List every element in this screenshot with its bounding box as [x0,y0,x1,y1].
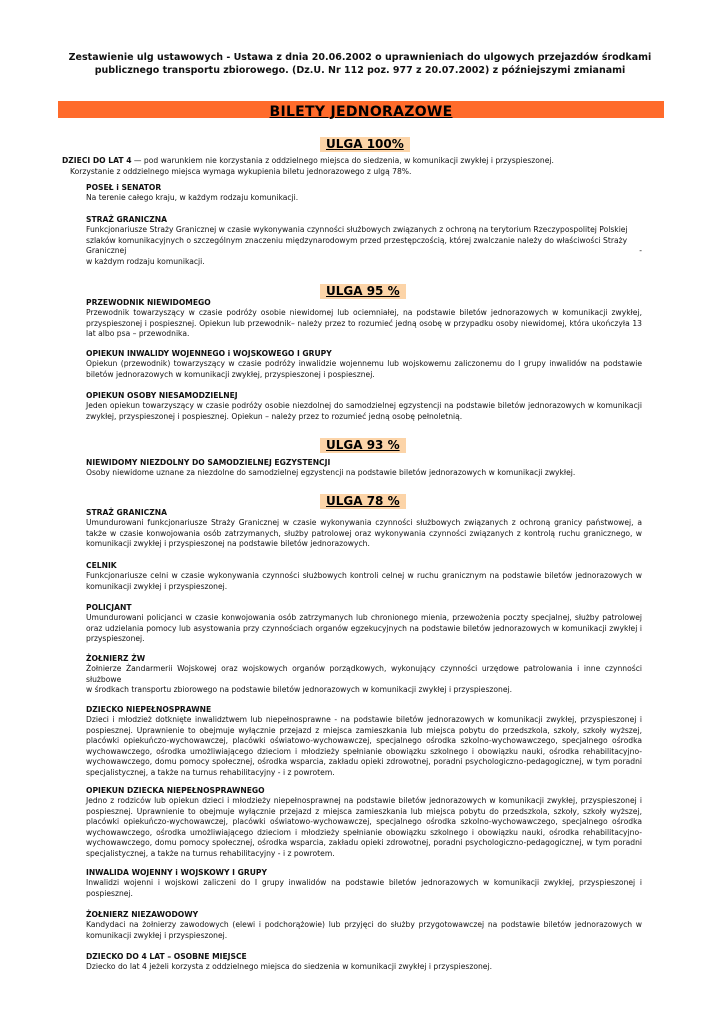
policjant-entry [86,602,642,645]
entry-title: OPIEKUN OSOBY NIESAMODZIELNEJ [86,391,238,400]
entry-text: Umundurowani funkcjonariusze Straży Granicznej w czasie wykonywania czynności służbowych związanych z ochroną granicy państwowej, a także w czasie konwojowania osób zatrzymanych, służby patrolowej oraz wykonywania czynności związanych z kontrolą ruchu granicznego, w komunikacji zwykłej i przyspieszonej na podstawie biletów jednorazowych. [86,518,642,548]
header-line-1: Zestawienie ulg ustawowych - Ustawa z dnia 20.06.2002 o uprawnieniach do ulgowych przejazdów środkami [68,52,652,63]
inwalida-wojenny-entry [86,867,642,899]
header-line-2: publicznego transportu zbiorowego. (Dz.U. Nr 112 poz. 977 z 20.07.2002) z późniejszymi zmianami [94,65,626,76]
entry-text: Przewodnik towarzyszący w czasie podróży osobie niewidomej lub ociemniałej, na podstawie biletów jednorazowych w komunikacji zwykłej, przyspieszonej i pospiesznej. Opiekun lub przewodnik– należy przez to rozumieć jedną osobę w przypadku osoby niewidomej, która ukończyła 13 lat albo psa – przewodnika. [86,308,642,338]
entry-text: Dzieci i młodzież dotknięte inwalidztwem lub niepełnosprawne - na podstawie biletów jednorazowych w komunikacji zwykłej, przyspieszonej i pospiesznej. Uprawnienie to obejmuje wyłącznie przejazd z miejsca zamieszkania lub miejsca pobytu do przedszkola, szkoły, szkoły wyższej, placówki opiekuńczo-wychowawczej, placówki oświatowo-wychowawczej, specjalnego ośrodka szkolno-wychowawczego, specjalnego ośrodka wychowawczego, ośrodka umożliwiającego dzieciom i młodzieży spełnianie obowiązku szkolnego i obowiązku nauki, ośrodka rehabilitacyjno-wychowawczego, domu pomocy społecznej, ośrodka wsparcia, zakładu opieki zdrowotnej, poradni psychologiczno-pedagogicznej, w tym poradni specjalistycznej, a także na turnus rehabilitacyjny - i z powrotem. [86,715,642,777]
entry-title: DZIECKO NIEPEŁNOSPRAWNE [86,705,212,714]
dzieci-text-2: Korzystanie z oddzielnego miejsca wymaga wykupienia biletu jednorazowego z ulgą 78%. [70,166,412,176]
document-header [60,51,660,77]
dzieci-text: — pod warunkiem nie korzystania z oddzielnego miejsca do siedzenia, w komunikacji zwykłej i przyspieszonej. [131,156,554,165]
entry-text: Umundurowani policjanci w czasie konwojowania osób zatrzymanych lub chronionego mienia, przewożenia poczty specjalnej, służby patrolowej oraz udzielania pomocy lub asystowania przy czynnościach organów egzekucyjnych na podstawie biletów jednorazowych w komunikacji zwykłej i przyspieszonej. [86,613,642,643]
entry-title: INWALIDA WOJENNY i WOJSKOWY I GRUPY [86,868,267,877]
straz-graniczna-100-entry [86,214,642,267]
celnik-entry [86,560,642,592]
entry-text: Jeden opiekun towarzyszący w czasie podróży osobie niezdolnej do samodzielnej egzystencji na podstawie biletów jednorazowych w komunikacji zwykłej, przyspieszonej i pospiesznej. Opiekun – należy przez to rozumieć jedną osobę pełnoletnią. [86,401,642,421]
dziecko-niepelnosprawne-entry [86,704,642,778]
entry-text: Na terenie całego kraju, w każdym rodzaju komunikacji. [86,193,299,202]
entry-text: Dziecko do lat 4 jeżeli korzysta z oddzielnego miejsca do siedzenia w komunikacji zwykłej i przyspieszonej. [86,962,493,971]
entry-title: CELNIK [86,561,117,570]
entry-text: Kandydaci na żołnierzy zawodowych (elewi i podchorążowie) lub przyjęci do służby przygotowawczej na podstawie biletów jednorazowych w komunikacji zwykłej i przyspieszonej. [86,920,642,940]
entry-title: POLICJANT [86,603,132,612]
entry-title: ŻOŁNIERZ NIEZAWODOWY [86,910,199,919]
dzieci-do-lat-4-entry [62,156,642,177]
entry-title: ŻOŁNIERZ ŻW [86,654,146,663]
entry-title: DZIECKO DO 4 LAT – OSOBNE MIEJSCE [86,952,247,961]
entry-title: STRAŻ GRANICZNA [86,215,167,224]
entry-text: Funkcjonariusze Straży Granicznej w czasie wykonywania czynności służbowych związanych z ochroną na terytorium Rzeczypospolitej Polskiej szlaków komunikacyjnych o szczególnym znaczeniu międzynarodowym przed przestępczością, której zwalczanie należy do właściwości Straży Granicznej - [86,225,642,255]
entry-title: NIEWIDOMY NIEZDOLNY DO SAMODZIELNEJ EGZYSTENCJI [86,458,331,467]
entry-text: Jedno z rodziców lub opiekun dzieci i młodzieży niepełnosprawnej na podstawie biletów jednorazowych w komunikacji zwykłej, przyspieszonej i pospiesznej. Uprawnienie to obejmuje wyłącznie przejazd z miejsca zamieszkania lub miejsca pobytu do przedszkola, szkoły, szkoły wyższej, placówki opiekuńczo-wychowawczej, placówki oświatowo-wychowawczej, specjalnego ośrodka szkolno-wychowawczego, specjalnego ośrodka wychowawczego, ośrodka umożliwiającego dzieciom i młodzieży spełnianie obowiązku szkolnego i obowiązku nauki, ośrodka rehabilitacyjno-wychowawczego, domu pomocy społecznej, ośrodka wsparcia, zakładu opieki zdrowotnej, poradni psychologiczno-pedagogicznej, w tym poradni specjalistycznej, a także na turnus rehabilitacyjny - i z powrotem. [86,796,642,858]
banner-title: BILETY JEDNORAZOWE [269,104,453,120]
opiekun-inwalidy-entry [86,348,642,380]
entry-title: OPIEKUN DZIECKA NIEPEŁNOSPRAWNEGO [86,786,265,795]
dzieci-title: DZIECI DO LAT 4 [62,156,132,165]
entry-text: Żołnierze Żandarmerii Wojskowej oraz wojskowych organów porządkowych, wykonujący czynności urzędowe patrolowania i inne czynności służbowe [86,664,642,684]
ulga-95-heading: ULGA 95 % [320,284,406,299]
dziecko-do-4-lat-entry [86,951,642,973]
entry-text: Osoby niewidome uznane za niezdolne do samodzielnej egzystencji na podstawie biletów jednorazowych w komunikacji zwykłej. [86,468,576,477]
entry-title: POSEŁ i SENATOR [86,183,162,192]
entry-title: OPIEKUN INWALIDY WOJENNEGO i WOJSKOWEGO I GRUPY [86,349,332,358]
entry-text-2: w środkach transportu zbiorowego na podstawie biletów jednorazowych w komunikacji zwykłej i przyspieszonej. [86,685,513,694]
opiekun-niesamodzielnej-entry [86,390,642,422]
opiekun-dziecka-entry [86,785,642,859]
zolnierz-zw-entry [86,653,642,696]
entry-text-2: w każdym rodzaju komunikacji. [86,256,205,266]
entry-title: STRAŻ GRANICZNA [86,508,167,517]
ulga-78-heading: ULGA 78 % [320,494,406,509]
ulga-93-heading: ULGA 93 % [320,438,406,453]
entry-dash: - [639,246,642,255]
entry-text: Inwalidzi wojenni i wojskowi zaliczeni do I grupy inwalidów na podstawie biletów jednorazowych w komunikacji zwykłej, przyspieszonej i pospiesznej. [86,878,642,898]
entry-text: Funkcjonariusze celni w czasie wykonywania czynności służbowych kontroli celnej w ruchu granicznym na podstawie biletów jednorazowych w komunikacji zwykłej i przyspieszonej. [86,571,642,591]
entry-text: Opiekun (przewodnik) towarzyszący w czasie podróży inwalidzie wojennemu lub wojskowemu zaliczonemu do I grupy inwalidów na podstawie biletów jednorazowych w komunikacji zwykłej, przyspieszonej i pospiesznej. [86,359,642,379]
zolnierz-niezawodowy-entry [86,909,642,941]
ulga-100-heading: ULGA 100% [320,137,410,152]
posel-senator-entry [86,182,642,204]
straz-graniczna-78-entry [86,507,642,550]
section-banner [58,101,664,118]
entry-title: PRZEWODNIK NIEWIDOMEGO [86,298,211,307]
niewidomy-entry [86,457,642,479]
przewodnik-entry [86,297,642,340]
